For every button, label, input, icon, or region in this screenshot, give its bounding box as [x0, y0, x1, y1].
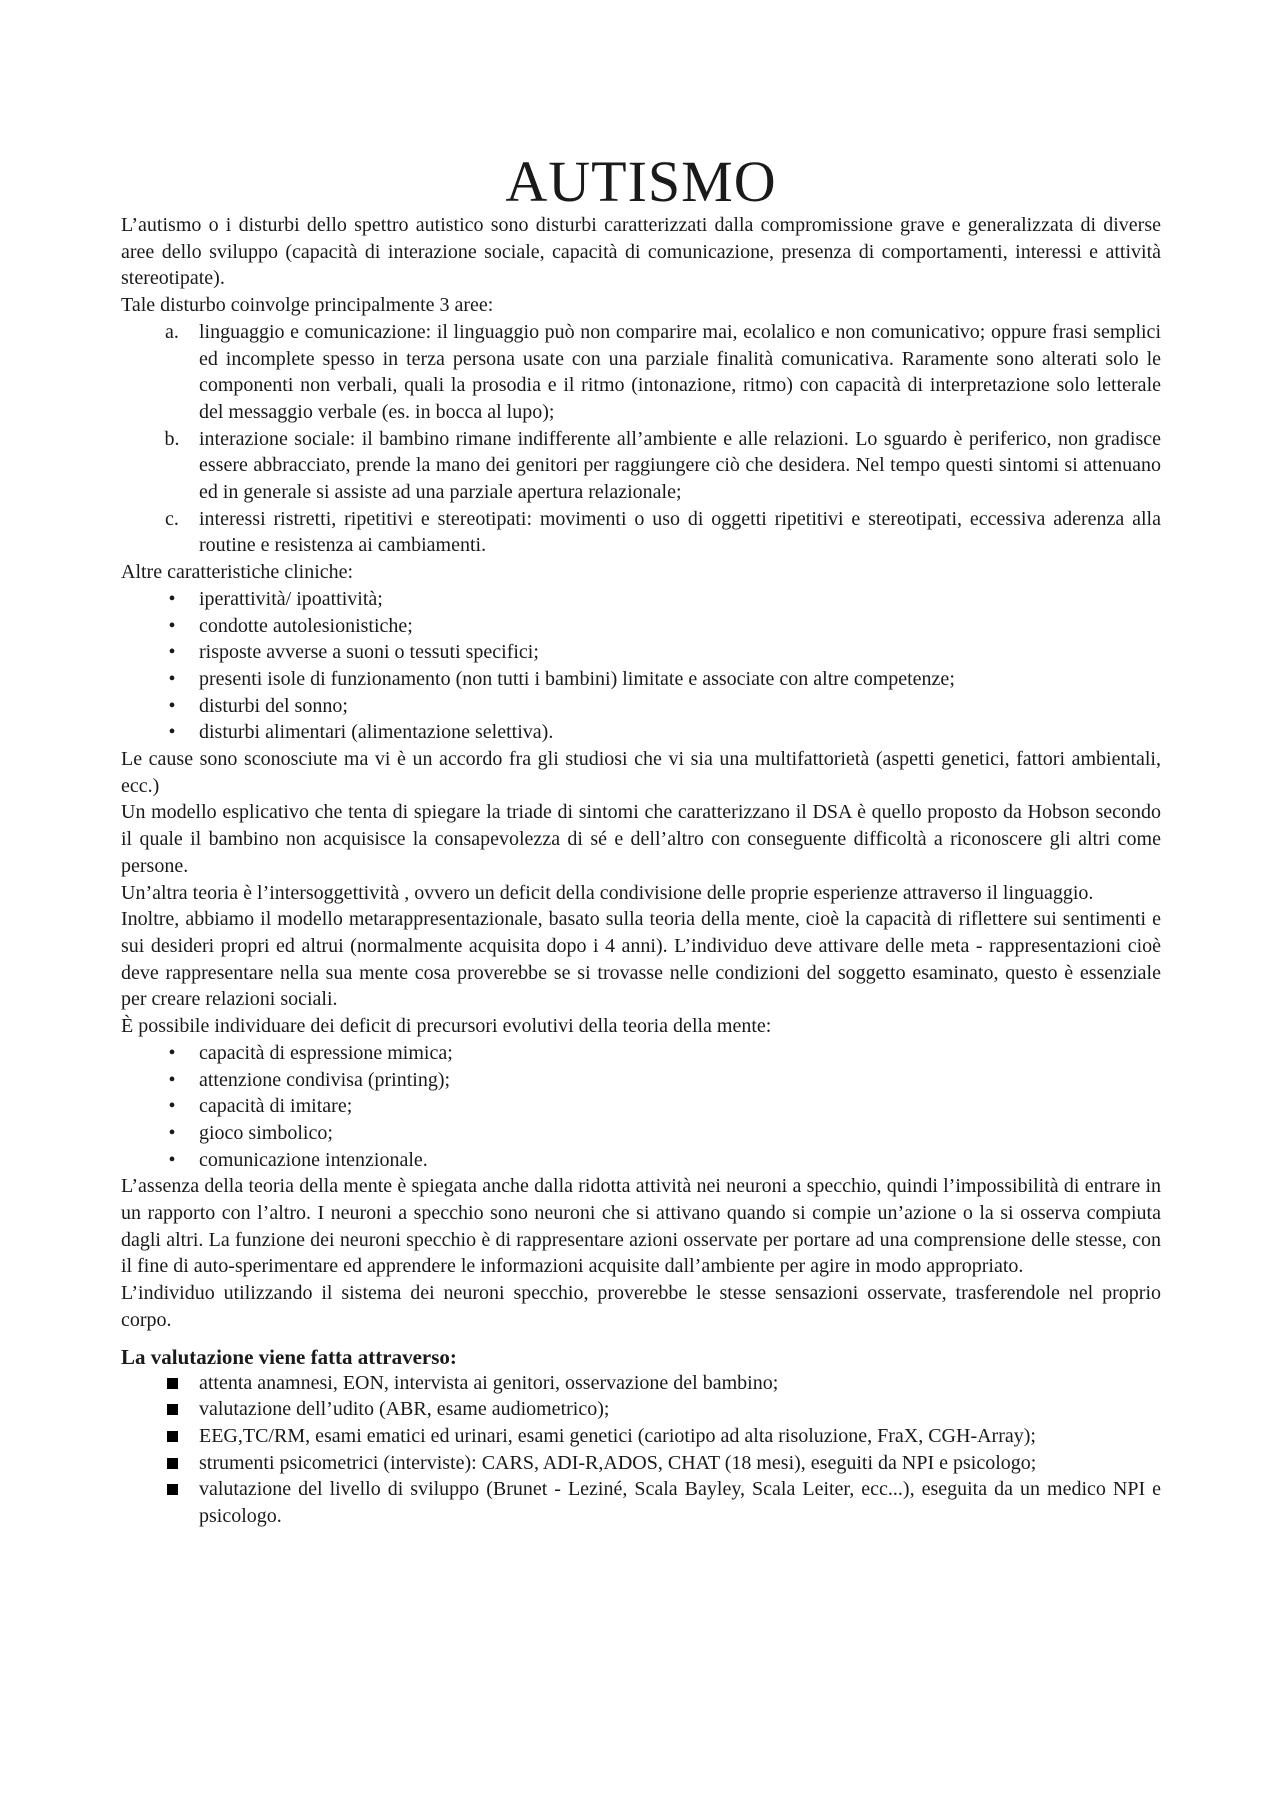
list-item: [121, 1040, 1161, 1067]
bullet-icon: •: [168, 667, 176, 690]
list-item-text: attenzione condivisa (printing);: [199, 1068, 451, 1091]
list-item-text: comunicazione intenzionale.: [199, 1148, 428, 1171]
causes-paragraph: Le cause sono sconosciute ma vi è un accordo fra gli studiosi che vi sia una multifattorietà (aspetti genetici, fattori ambientali, ecc.): [121, 748, 1161, 797]
document-title: AUTISMO: [505, 149, 777, 214]
list-item: [121, 639, 1161, 666]
list-item-text: EEG,TC/RM, esami ematici ed urinari, esami genetici (cariotipo ad alta risoluzione, FraX, CGH-Array);: [199, 1424, 1036, 1447]
list-item-text: disturbi del sonno;: [199, 694, 348, 717]
bullet-icon: •: [168, 694, 176, 717]
list-item-text: strumenti psicometrici (interviste): CARS, ADI-R,ADOS, CHAT (18 mesi), eseguiti da NPI e psicologo;: [199, 1451, 1037, 1474]
bullet-icon: •: [168, 641, 176, 664]
list-item: [121, 1067, 1161, 1094]
list-marker: c.: [165, 507, 179, 530]
bullet-icon: •: [168, 614, 176, 637]
bullet-icon: •: [168, 1095, 176, 1118]
bullet-icon: •: [168, 1068, 176, 1091]
list-marker: b.: [164, 427, 180, 450]
list-item-text: iperattività/ ipoattività;: [199, 587, 383, 610]
intersubjectivity-paragraph: Un’altra teoria è l’intersoggettività , ovvero un deficit della condivisione delle proprie esperienze attraverso il linguaggio.: [121, 881, 1094, 904]
list-item: [121, 1370, 1161, 1397]
list-item-text: presenti isole di funzionamento (non tutti i bambini) limitate e associate con altre competenze;: [199, 667, 955, 690]
list-item: [121, 506, 1161, 559]
precursors-intro: È possibile individuare dei deficit di precursori evolutivi della teoria della mente:: [121, 1015, 772, 1038]
bullet-icon: •: [168, 1148, 176, 1171]
evaluation-heading: La valutazione viene fatta attraverso:: [121, 1344, 457, 1369]
document-page: [121, 150, 1161, 1530]
list-item: [121, 319, 1161, 426]
list-item: [121, 1093, 1161, 1120]
clinical-intro: Altre caratteristiche cliniche:: [121, 561, 354, 584]
bullet-icon: •: [168, 1121, 176, 1144]
list-item-text: valutazione dell’udito (ABR, esame audiometrico);: [199, 1398, 610, 1421]
list-item: [121, 719, 1161, 746]
square-bullet-icon: [157, 1450, 187, 1477]
bullet-icon: •: [168, 721, 176, 744]
metarepresentation-paragraph: Inoltre, abbiamo il modello metarappresentazionale, basato sulla teoria della mente, cioè la capacità di riflettere sui sentimenti e sui desideri propri ed altrui (normalmente acquisita dopo i 4 anni). L’individuo deve attivare delle meta - rappresentazioni cioè deve rappresentare nella sua mente cosa proverebbe se si trovasse nelle condizioni del soggetto esaminato, questo è essenziale per creare relazioni sociali.: [121, 908, 1161, 1011]
list-item: [121, 1450, 1161, 1477]
list-item-text: gioco simbolico;: [199, 1121, 333, 1144]
list-item: [121, 666, 1161, 693]
square-bullet-icon: [157, 1423, 187, 1450]
list-item: [121, 613, 1161, 640]
list-item-text: capacità di espressione mimica;: [199, 1041, 453, 1064]
list-item-text: interessi ristretti, ripetitivi e stereotipati: movimenti o uso di oggetti ripetitivi e stereotipati, eccessiva aderenza alla routine e resistenza ai cambiamenti.: [199, 507, 1161, 557]
clinical-list: [121, 586, 1161, 746]
list-item: [121, 586, 1161, 613]
mirror-neurons-paragraph: L’assenza della teoria della mente è spiegata anche dalla ridotta attività nei neuroni a specchio, quindi l’impossibilità di entrare in un rapporto con l’altro. I neuroni a specchio sono neuroni che si attivano quando si compie un’azione o la si osserva compiuta dagli altri. La funzione dei neuroni specchio è di rappresentare azioni osservate per portare ad una comprensione delle stesse, con il fine di auto-sperimentare ed apprendere le informazioni acquisite dall’ambiente per agire in modo appropriato.: [121, 1175, 1161, 1278]
square-bullet-icon: [157, 1396, 187, 1423]
list-item-text: linguaggio e comunicazione: il linguaggio può non comparire mai, ecolalico e non comunicativo; oppure frasi semplici ed incomplete spesso in terza persona usate con una parziale finalità comunicativa. Raramente sono alterati solo le componenti non verbali, quali la prosodia e il ritmo (intonazione, ritmo) con capacità di interpretazione solo letterale del messaggio verbale (es. in bocca al lupo);: [199, 320, 1161, 423]
bullet-icon: •: [168, 1041, 176, 1064]
precursors-list: [121, 1040, 1161, 1174]
list-item-text: capacità di imitare;: [199, 1095, 353, 1118]
square-bullet-icon: [157, 1476, 187, 1503]
list-item-text: risposte avverse a suoni o tessuti specifici;: [199, 641, 539, 664]
list-item-text: condotte autolesionistiche;: [199, 614, 413, 637]
evaluation-list: [121, 1370, 1161, 1530]
list-item-text: valutazione del livello di sviluppo (Brunet - Leziné, Scala Bayley, Scala Leiter, ecc...), eseguita da un medico NPI e psicologo.: [199, 1478, 1161, 1528]
areas-intro: Tale disturbo coinvolge principalmente 3 aree:: [121, 294, 494, 317]
list-item: [121, 1147, 1161, 1174]
list-item-text: disturbi alimentari (alimentazione selettiva).: [199, 721, 554, 744]
areas-list: [121, 319, 1161, 559]
list-item: [121, 1423, 1161, 1450]
list-item: [121, 1476, 1161, 1529]
individual-paragraph: L’individuo utilizzando il sistema dei neuroni specchio, proverebbe le stesse sensazioni osservate, trasferendole nel proprio corpo.: [121, 1282, 1161, 1331]
list-item-text: attenta anamnesi, EON, intervista ai genitori, osservazione del bambino;: [199, 1371, 779, 1394]
list-item: [121, 426, 1161, 506]
list-marker: a.: [165, 320, 179, 343]
list-item: [121, 1120, 1161, 1147]
hobson-paragraph: Un modello esplicativo che tenta di spiegare la triade di sintomi che caratterizzano il DSA è quello proposto da Hobson secondo il quale il bambino non acquisisce la consapevolezza di sé e dell’altro con conseguente difficoltà a riconoscere gli altri come persone.: [121, 801, 1161, 877]
list-item-text: interazione sociale: il bambino rimane indifferente all’ambiente e alle relazioni. Lo sguardo è periferico, non gradisce essere abbracciato, prende la mano dei genitori per raggiungere ciò che desidera. Nel tempo questi sintomi si attenuano ed in generale si assiste ad una parziale apertura relazionale;: [199, 427, 1161, 504]
bullet-icon: •: [168, 587, 176, 610]
square-bullet-icon: [157, 1370, 187, 1397]
list-item: [121, 1396, 1161, 1423]
list-item: [121, 693, 1161, 720]
intro-paragraph: L’autismo o i disturbi dello spettro autistico sono disturbi caratterizzati dalla compromissione grave e generalizzata di diverse aree dello sviluppo (capacità di interazione sociale, capacità di comunicazione, presenza di comportamenti, interessi e attività stereotipate).: [121, 214, 1161, 290]
